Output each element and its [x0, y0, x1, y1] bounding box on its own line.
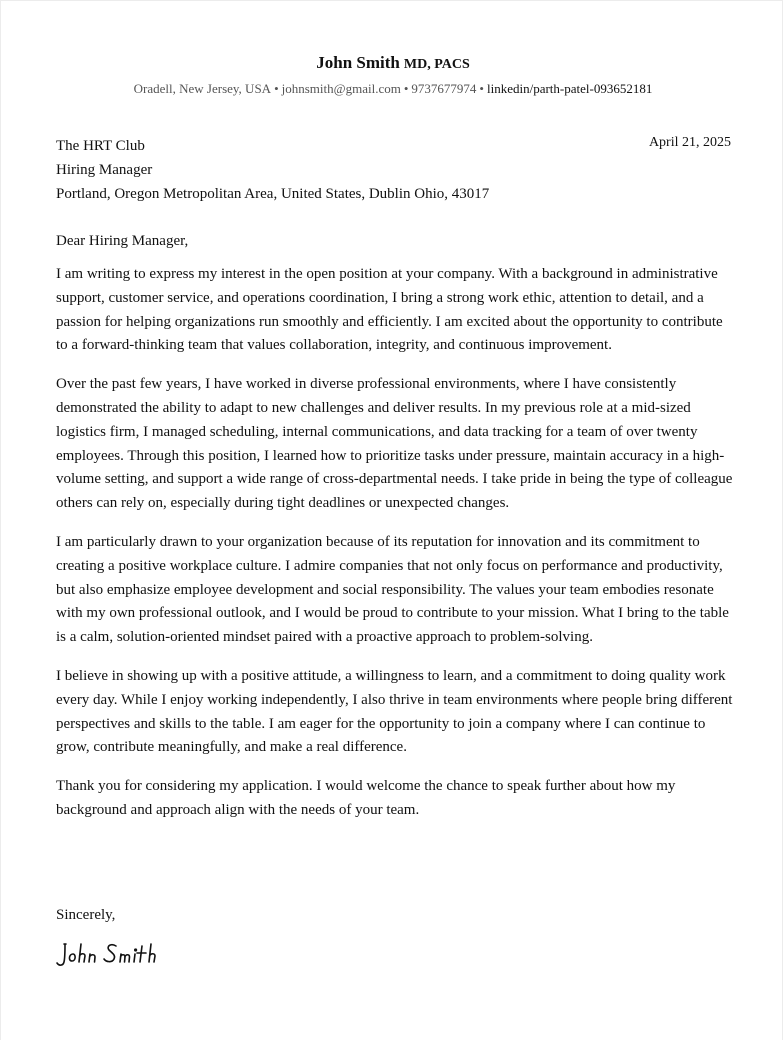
closing: Sincerely,	[56, 907, 116, 923]
body-paragraph: I believe in showing up with a positive attitude, a willingness to learn, and a commitment to doing quality work every day. While I enjoy working independently, I also thrive in team environments where people bring different perspectives and skills to the table. I am eager for the opportunity to join a company where I can continue to grow, contribute meaningfully, and make a real difference.	[56, 667, 733, 756]
contact-separator: •	[274, 81, 279, 96]
applicant-credentials: MD, PACS	[403, 57, 470, 72]
body-paragraph: I am particularly drawn to your organization because of its reputation for innovation and its commitment to creating a positive workplace culture. I admire companies that not only focus on performance and productivity, but also emphasize employee development and social responsibility. The values your team embodies resonate with my own professional outlook, and I would be proud to contribute to your mission. What I bring to the table is a calm, solution-oriented mindset paired with a proactive approach to problem-solving.	[56, 533, 729, 646]
contact-location: Oradell, New Jersey, USA	[133, 81, 272, 96]
letter-body	[56, 263, 736, 838]
contact-linkedin[interactable]: linkedin/parth-patel-093652181	[486, 81, 653, 96]
recipient-company: The HRT Club	[56, 138, 145, 154]
body-paragraph: Thank you for considering my application. I would welcome the chance to speak further about how my background and approach align with the needs of your team.	[56, 778, 676, 818]
contact-phone: 9737677974	[411, 81, 477, 96]
recipient-title: Hiring Manager	[56, 162, 153, 178]
contact-separator: •	[403, 81, 409, 96]
salutation: Dear Hiring Manager,	[56, 233, 189, 249]
applicant-name: John Smith	[316, 53, 400, 72]
letter-header	[1, 53, 784, 97]
contact-line	[1, 81, 784, 97]
body-paragraph: I am writing to express my interest in the open position at your company. With a background in administrative support, customer service, and operations coordination, I bring a strong work ethic, attention to detail, and a passion for helping organizations run smoothly and efficiently. I am excited about the opportunity to contribute to a forward-thinking team that values collaboration, integrity, and continuous improvement.	[56, 266, 723, 354]
body-paragraph: Over the past few years, I have worked in diverse professional environments, where I have consistently demonstrated the ability to adapt to new challenges and deliver results. In my previous role at a mid-sized logistics firm, I managed scheduling, internal communications, and data tracking for a team of over twenty employees. Through this position, I learned how to prioritize tasks under pressure, maintain accuracy in a high-volume setting, and support a wide range of cross-departmental needs. I take pride in being the type of colleague others can rely on, especially during tight deadlines or unexpected changes.	[56, 376, 733, 512]
letter-date: April 21, 2025	[648, 135, 731, 150]
handwritten-signature	[54, 936, 194, 972]
recipient-block	[56, 134, 489, 206]
name-line	[1, 53, 784, 73]
contact-separator: •	[479, 81, 484, 96]
contact-email[interactable]: johnsmith@gmail.com	[281, 81, 401, 96]
recipient-address: Portland, Oregon Metropolitan Area, United States, Dublin Ohio, 43017	[56, 186, 490, 202]
